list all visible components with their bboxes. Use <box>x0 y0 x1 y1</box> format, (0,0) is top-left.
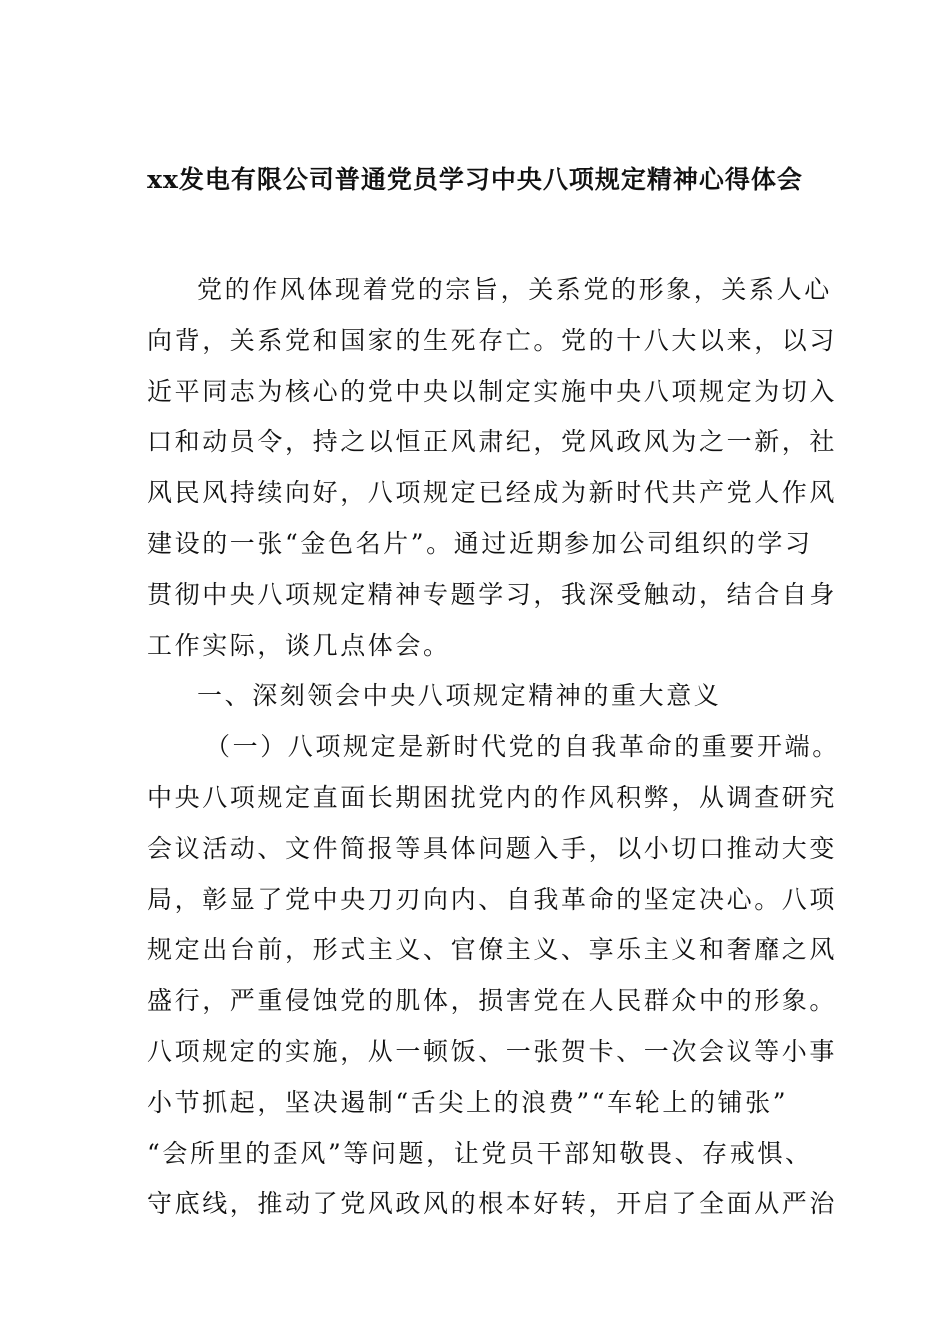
paragraph-line: 守底线，推动了党风政风的根本好转，开启了全面从严治 <box>147 1189 838 1219</box>
paragraph-line: 中央八项规定直面长期困扰党内的作风积弊，从调查研究 <box>147 782 838 812</box>
paragraph-line: 向背，关系党和国家的生死存亡。党的十八大以来，以习 <box>147 325 838 355</box>
paragraph-line: 建设的一张“金色名片”。通过近期参加公司组织的学习 <box>147 528 813 558</box>
document-title: xx发电有限公司普通党员学习中央八项规定精神心得体会 <box>147 165 803 194</box>
paragraph-line: “会所里的歪风”等问题，让党员干部知敬畏、存戒惧、 <box>147 1138 813 1168</box>
paragraph-line: 风民风持续向好，八项规定已经成为新时代共产党人作风 <box>147 478 838 508</box>
paragraph-line: 小节抓起，坚决遏制“舌尖上的浪费”“车轮上的铺张” <box>147 1087 789 1117</box>
paragraph-line: 近平同志为核心的党中央以制定实施中央八项规定为切入 <box>147 376 838 406</box>
paragraph-line: 八项规定的实施，从一顿饭、一张贺卡、一次会议等小事 <box>147 1036 838 1066</box>
paragraph-line: 局，彰显了党中央刀刃向内、自我革命的坚定决心。八项 <box>147 884 838 914</box>
paragraph-line: 会议活动、文件简报等具体问题入手，以小切口推动大变 <box>147 833 838 863</box>
paragraph-line: 口和动员令，持之以恒正风肃纪，党风政风为之一新，社 <box>147 427 838 457</box>
paragraph-line: 贯彻中央八项规定精神专题学习，我深受触动，结合自身 <box>147 579 838 609</box>
paragraph-line: 工作实际，谈几点体会。 <box>147 630 451 660</box>
document-body <box>147 265 840 1230</box>
section-heading: 一、深刻领会中央八项规定精神的重大意义 <box>197 681 722 711</box>
subsection-heading: （一）八项规定是新时代党的自我革命的重要开端。 <box>205 732 840 762</box>
paragraph-line: 党的作风体现着党的宗旨，关系党的形象，关系人心 <box>197 275 832 304</box>
paragraph-line: 规定出台前，形式主义、官僚主义、享乐主义和奢靡之风 <box>147 935 838 965</box>
paragraph-line: 盛行，严重侵蚀党的肌体，损害党在人民群众中的形象。 <box>147 986 838 1016</box>
